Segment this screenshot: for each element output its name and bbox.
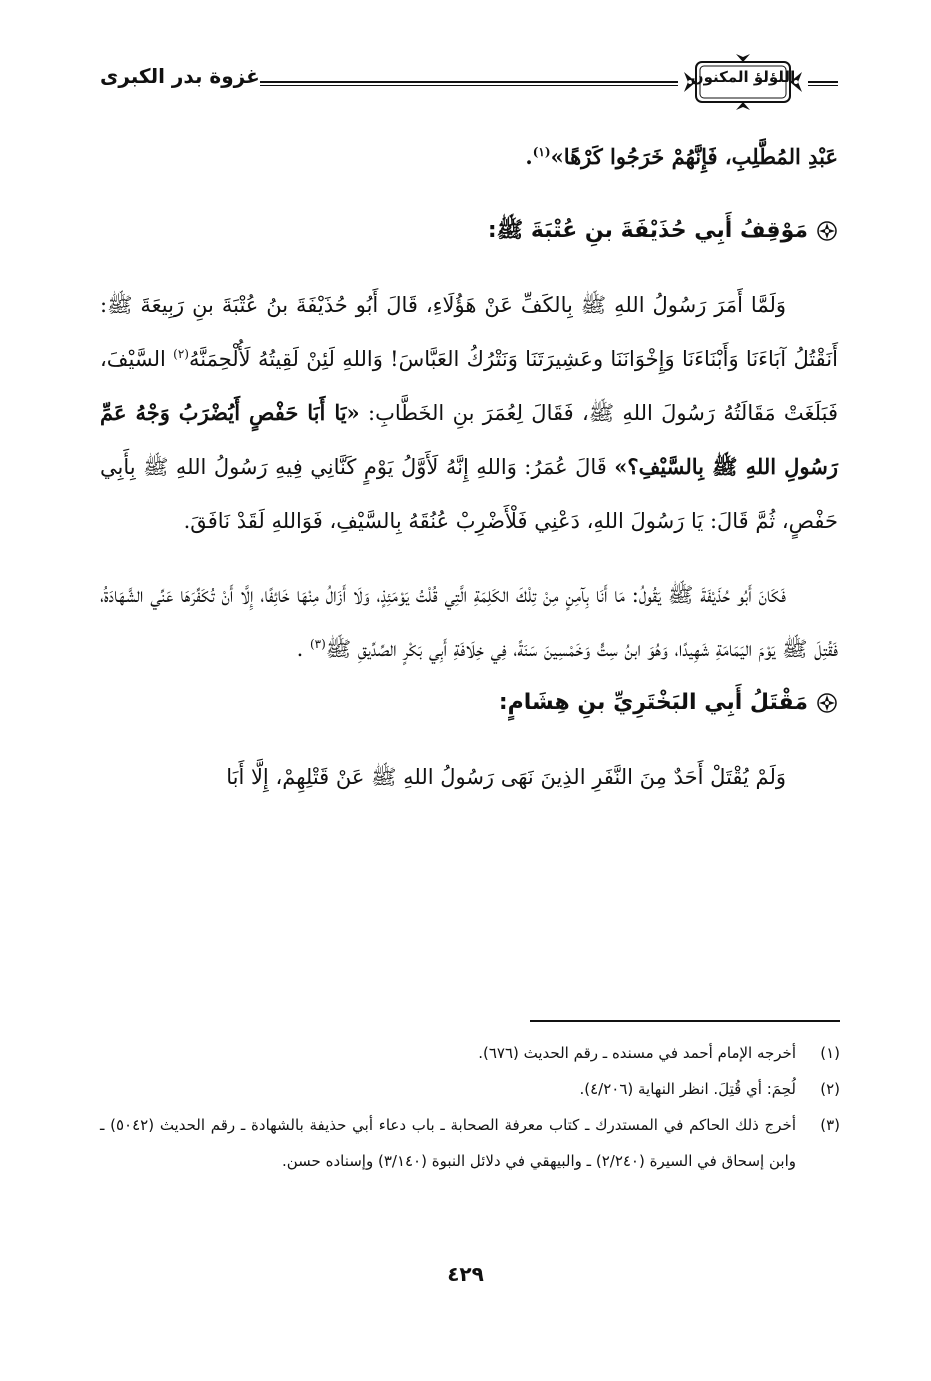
- footnote-ref-3[interactable]: (٣): [309, 637, 326, 651]
- book-title: اللؤلؤ المكنون: [690, 68, 796, 86]
- footnote-text: أخرجه الإمام أحمد في مسنده ـ رقم الحديث (٦٧٦).: [478, 1044, 796, 1062]
- paragraph-text: فَكَانَ أَبُو حُذَيْفَةَ ﷺ يَقُولُ: مَا أَنَا بِآمِنٍ مِنْ تِلْكَ الكَلِمَةِ الَّتِي قُلْتُ يَوْمَئِذٍ، وَلَا أَزَالُ مِنْهَا خَائِفًا، إِلَّا أَنْ تُكَفِّرَهَا عَنِّي الشَّهَادَةُ، فَقُتِلَ ﷺ يَوْمَ اليَمَامَةِ شَهِيدًا، وَهُوَ ابنُ سِتٍّ وَخَمْسِينَ سَنَةً، فِي خِلَافَةِ أَبِي بَكْرٍ الصِّدِّيقِ ﷺ: [100, 583, 838, 661]
- paragraph-text: قَالَ عُمَرُ: وَاللهِ إِنَّهُ لَأَوَّلُ يَوْمٍ كَنَّانِي فِيهِ رَسُولُ اللهِ ﷺ بِأَبِي حَفْصٍ، ثُمَّ قَالَ: يَا رَسُولَ اللهِ، دَعْنِي فَلْأَضْرِبْ عُنُقَهُ بِالسَّيْفِ، فَوَاللهِ لَقَدْ نَافَقَ.: [100, 455, 838, 533]
- footnote-text: أخرج ذلك الحاكم في المستدرك ـ كتاب معرفة الصحابة ـ باب دعاء أبي حذيفة بالشهادة ـ رقم الحديث (٥٠٤٢) ـ وابن إسحاق في السيرة (٢/٢٤٠) ـ والبيهقي في دلائل النبوة (٣/١٤٠) وإسناده حسن.: [100, 1116, 797, 1170]
- paragraph-abu-hudhayfa: [100, 278, 838, 548]
- paragraph-end: .: [296, 637, 310, 661]
- spacer: [100, 258, 838, 278]
- section-heading-text: مَوْقِفُ أَبِي حُذَيْفَةَ بنِ عُتْبَةَ ﷺ:: [487, 218, 808, 243]
- paragraph-text: وَلَمَّا أَمَرَ رَسُولُ اللهِ ﷺ بِالكَفِّ عَنْ هَؤُلَاءِ، قَالَ أَبُو حُذَيْفَةَ بنُ عُتْبَةَ بنِ رَبِيعَةَ ﷺ: أَنَقْتُلُ آبَاءَنَا وَأَبْنَاءَنَا وَإِخْوَانَنَا وعَشِيرَتَنَا وَنَتْرُكُ العَبَّاسَ! وَاللهِ لَئِنْ لَقِيتُهُ لَأُلْحِمَنَّهُ: [100, 293, 838, 371]
- paragraph-text: السَّيْفَ، فَبَلَغَتْ مَقَالَتُهُ رَسُولَ اللهِ ﷺ، فَقَالَ لِعُمَرَ بنِ الخَطَّابِ:: [100, 347, 838, 425]
- header-rule-right: [808, 81, 838, 86]
- page-number: ٤٢٩: [447, 1262, 484, 1286]
- section-heading-abu-al-bakhtari: [100, 676, 838, 730]
- footnote-separator: [530, 1020, 840, 1022]
- book-title-cartouche: [678, 50, 808, 114]
- ornament-flower-icon: [816, 220, 838, 242]
- spacer: [100, 184, 838, 204]
- footnote-number: (٣): [820, 1116, 840, 1134]
- section-heading-text: مَقْتَلُ أَبِي البَخْتَرِيِّ بنِ هِشَامٍ:: [498, 690, 808, 715]
- page-header: [100, 50, 840, 130]
- main-text: [100, 130, 838, 804]
- paragraph-continuation: [100, 130, 838, 184]
- footnote-item: [100, 1107, 840, 1179]
- footnote-item: [100, 1035, 840, 1071]
- footnote-text: لُحِمَ: أي قُتِلَ. انظر النهاية (٤/٢٠٦).: [579, 1080, 796, 1098]
- footnote-number: (١): [820, 1044, 840, 1062]
- footnote-item: [100, 1071, 840, 1107]
- footnote-number: (٢): [820, 1080, 840, 1098]
- header-rule-left: [260, 81, 678, 86]
- prophet-quote: «يَا أَبَا حَفْصٍ أَيُضْرَبُ وَجْهُ عَمِّ رَسُولِ اللهِ ﷺ بِالسَّيْفِ؟»: [100, 400, 839, 479]
- section-heading-abu-hudhayfa: [100, 204, 838, 258]
- paragraph-abu-al-bakhtari: [100, 750, 838, 804]
- footnote-ref-2[interactable]: (٢): [173, 347, 189, 361]
- spacer: [100, 730, 838, 750]
- paragraph-abu-hudhayfa-regret: [100, 568, 838, 676]
- ornament-flower-icon: [816, 692, 838, 714]
- footnotes: [100, 1035, 840, 1179]
- paragraph-text: عَبْدِ المُطَّلِبِ، فَإِنَّهُمْ خَرَجُوا كَرْهًا»: [550, 144, 838, 169]
- footnote-ref-1[interactable]: (١): [532, 145, 551, 159]
- paragraph-end: .: [525, 144, 533, 169]
- spacer: [100, 548, 838, 568]
- paragraph-text: وَلَمْ يُقْتَلْ أَحَدٌ مِنَ النَّفَرِ الذِينَ نَهَى رَسُولُ اللهِ ﷺ عَنْ قَتْلِهِمْ، إِلَّا أَبَا: [226, 765, 786, 789]
- running-title: غزوة بدر الكبرى: [100, 64, 260, 88]
